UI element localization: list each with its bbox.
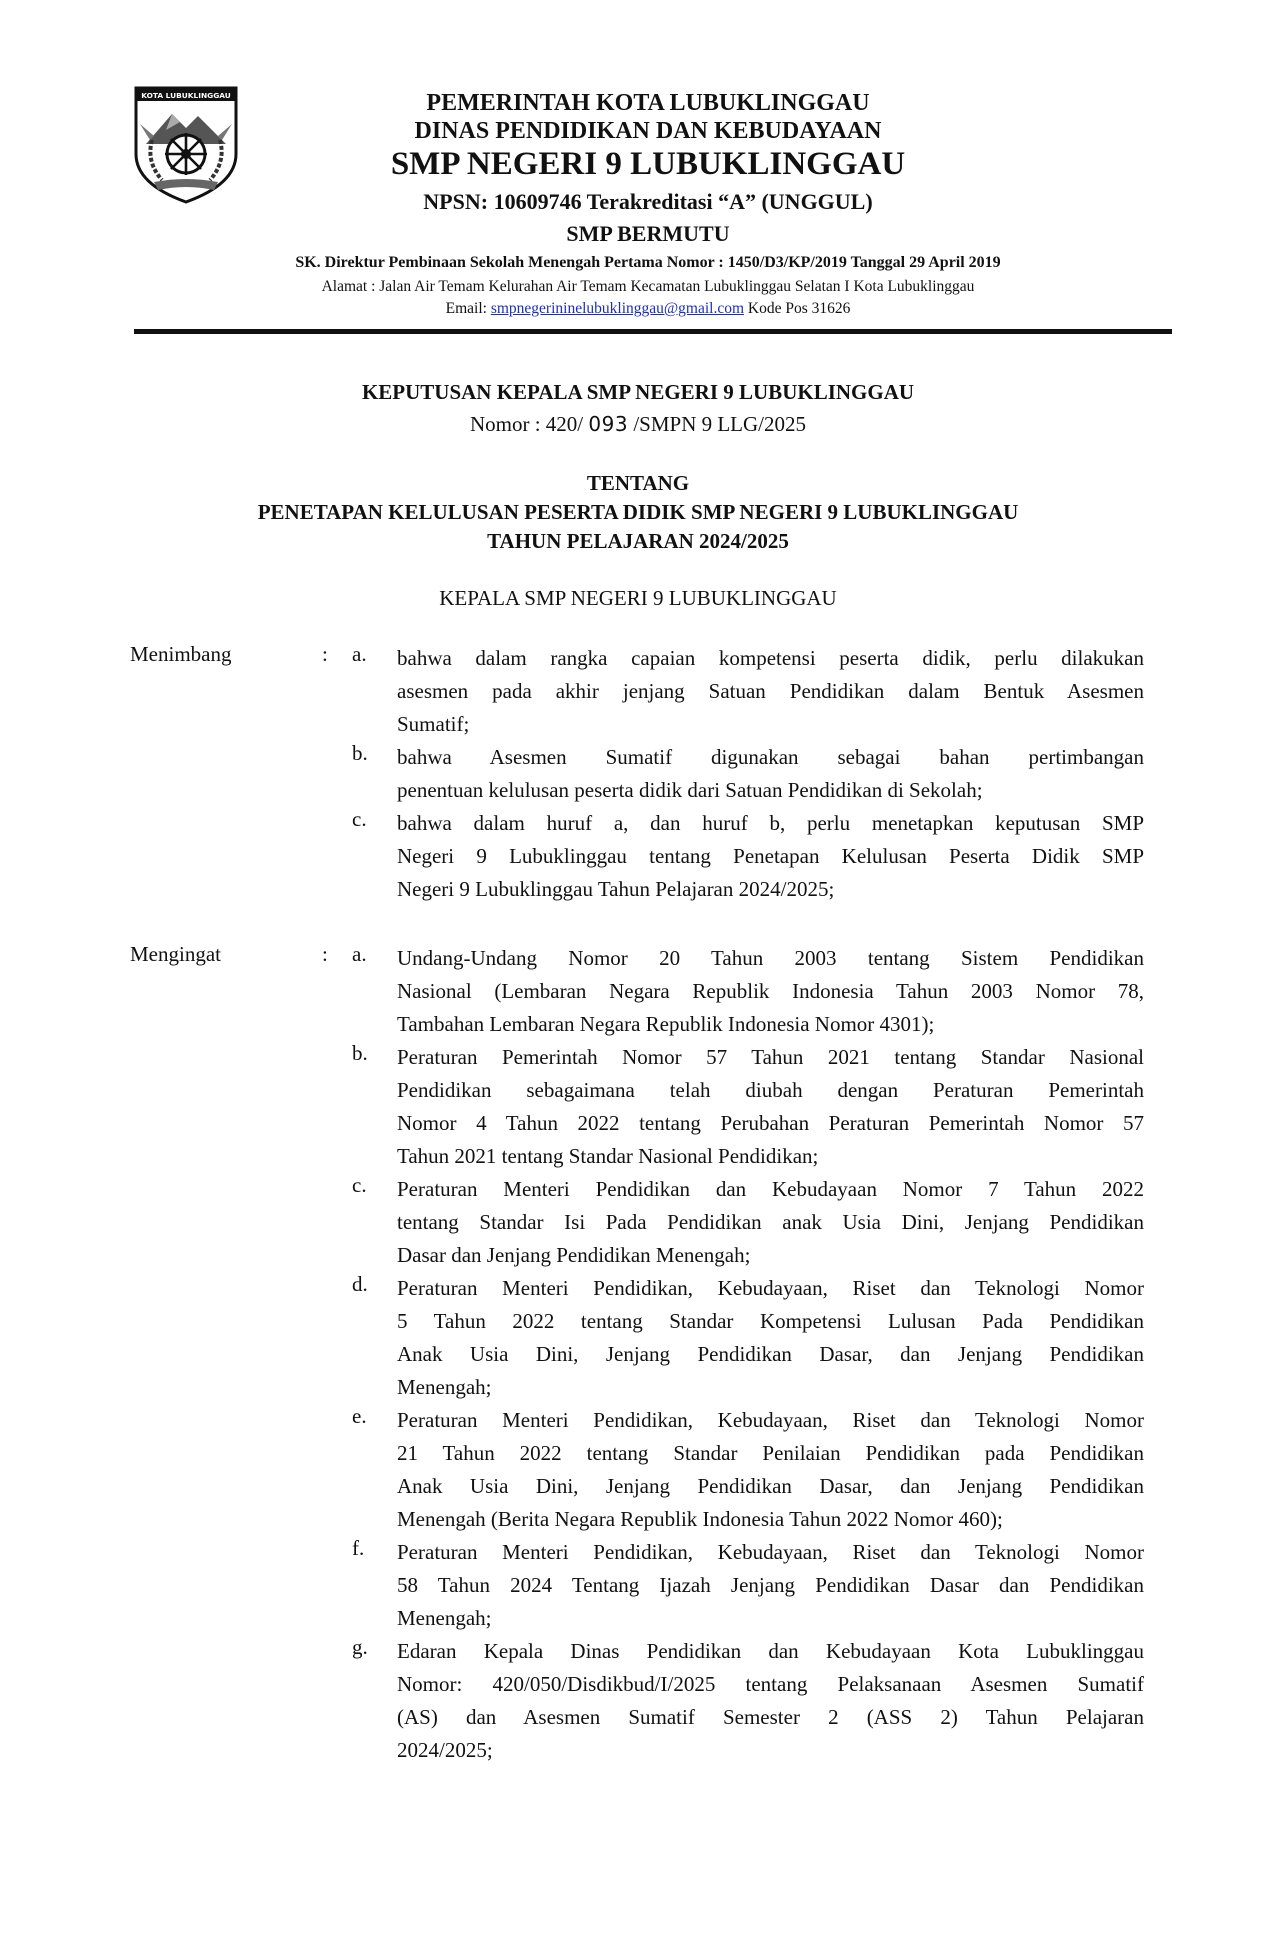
mengingat-e-text — [397, 1404, 1144, 1536]
school-name: SMP NEGERI 9 LUBUKLINGGAU — [390, 146, 906, 182]
email-link[interactable]: smpnegerininelubuklinggau@gmail.com — [490, 300, 745, 317]
letterhead-divider — [134, 329, 1172, 334]
text-line: Negeri 9 Lubuklinggau tentang Penetapan Kelulusan Peserta Didik SMP — [397, 844, 1144, 868]
text-line: Peraturan Pemerintah Nomor 57 Tahun 2021 tentang Standar Nasional — [397, 1045, 1144, 1069]
text-line: bahwa Asesmen Sumatif digunakan sebagai bahan pertimbangan — [397, 745, 1144, 769]
text-line: Anak Usia Dini, Jenjang Pendidikan Dasar, dan Jenjang Pendidikan — [397, 1342, 1144, 1366]
decree-subject-line1: PENETAPAN KELULUSAN PESERTA DIDIK SMP NEGERI 9 LUBUKLINGGAU — [257, 500, 1019, 524]
text-line: Peraturan Menteri Pendidikan, Kebudayaan, Riset dan Teknologi Nomor — [397, 1276, 1144, 1300]
text-line: Nomor 4 Tahun 2022 tentang Perubahan Peraturan Pemerintah Nomor 57 — [397, 1111, 1144, 1135]
text-line: Peraturan Menteri Pendidikan dan Kebudayaan Nomor 7 Tahun 2022 — [397, 1177, 1144, 1201]
text-line: Tambahan Lembaran Negara Republik Indonesia Nomor 4301); — [397, 1012, 935, 1036]
decree-title: KEPUTUSAN KEPALA SMP NEGERI 9 LUBUKLINGGAU — [361, 380, 915, 404]
mengingat-g-letter: g. — [352, 1635, 368, 1659]
mengingat-f-letter: f. — [352, 1536, 365, 1560]
decree-number-suffix: /SMPN 9 LLG/2025 — [628, 412, 807, 436]
text-line: bahwa dalam huruf a, dan huruf b, perlu menetapkan keputusan SMP — [397, 811, 1144, 835]
menimbang-a-text — [397, 642, 1144, 741]
text-line: Menengah; — [397, 1375, 492, 1399]
menimbang-colon: : — [322, 642, 328, 666]
menimbang-label: Menimbang — [130, 642, 232, 666]
city-emblem-icon — [132, 84, 240, 206]
mengingat-f-text — [397, 1536, 1144, 1635]
about-heading: TENTANG — [586, 471, 690, 495]
postal-code: Kode Pos 31626 — [744, 300, 851, 317]
menimbang-a-letter: a. — [352, 642, 367, 666]
npsn-accreditation: NPSN: 10609746 Terakreditasi “A” (UNGGUL) — [423, 189, 873, 214]
text-line: Menengah; — [397, 1606, 492, 1630]
school-program: SMP BERMUTU — [566, 221, 730, 246]
decree-subject-line2: TAHUN PELAJARAN 2024/2025 — [487, 529, 789, 553]
text-line: Nasional (Lembaran Negara Republik Indonesia Tahun 2003 Nomor 78, — [397, 979, 1144, 1003]
menimbang-c-text — [397, 807, 1144, 906]
mengingat-b-text — [397, 1041, 1144, 1173]
text-line: 2024/2025; — [397, 1738, 493, 1762]
mengingat-a-letter: a. — [352, 942, 367, 966]
text-line: (AS) dan Asesmen Sumatif Semester 2 (ASS 2) Tahun Pelajaran — [397, 1705, 1144, 1729]
mengingat-colon: : — [322, 942, 328, 966]
text-line: Negeri 9 Lubuklinggau Tahun Pelajaran 2024/2025; — [397, 877, 835, 901]
text-line: Pendidikan sebagaimana telah diubah dengan Peraturan Pemerintah — [397, 1078, 1144, 1102]
menimbang-c-letter: c. — [352, 807, 367, 831]
text-line: Menengah (Berita Negara Republik Indonesia Tahun 2022 Nomor 460); — [397, 1507, 1003, 1531]
text-line: Peraturan Menteri Pendidikan, Kebudayaan, Riset dan Teknologi Nomor — [397, 1408, 1144, 1432]
mengingat-b-letter: b. — [352, 1041, 368, 1065]
contact-line — [230, 300, 1066, 318]
text-line: Dasar dan Jenjang Pendidikan Menengah; — [397, 1243, 751, 1267]
text-line: asesmen pada akhir jenjang Satuan Pendidikan dalam Bentuk Asesmen — [397, 679, 1144, 703]
logo-label: KOTA LUBUKLINGGAU — [141, 91, 231, 100]
text-line: bahwa dalam rangka capaian kompetensi peserta didik, perlu dilakukan — [397, 646, 1144, 670]
mengingat-a-text — [397, 942, 1144, 1041]
text-line: tentang Standar Isi Pada Pendidikan anak Usia Dini, Jenjang Pendidikan — [397, 1210, 1144, 1234]
text-line: 5 Tahun 2022 tentang Standar Kompetensi Lulusan Pada Pendidikan — [397, 1309, 1144, 1333]
text-line: Anak Usia Dini, Jenjang Pendidikan Dasar, dan Jenjang Pendidikan — [397, 1474, 1144, 1498]
text-line: 21 Tahun 2022 tentang Standar Penilaian Pendidikan pada Pendidikan — [397, 1441, 1144, 1465]
text-line: Tahun 2021 tentang Standar Nasional Pendidikan; — [397, 1144, 819, 1168]
text-line: Sumatif; — [397, 712, 470, 736]
school-address: Alamat : Jalan Air Temam Kelurahan Air Temam Kecamatan Lubuklinggau Selatan I Kota Lubuklinggau — [321, 278, 975, 295]
decree-number-prefix: Nomor : 420/ — [469, 412, 589, 436]
menimbang-b-text — [397, 741, 1144, 807]
issuer-heading: KEPALA SMP NEGERI 9 LUBUKLINGGAU — [439, 586, 837, 610]
government-name: PEMERINTAH KOTA LUBUKLINGGAU — [426, 90, 870, 116]
text-line: Nomor: 420/050/Disdikbud/I/2025 tentang Pelaksanaan Asesmen Sumatif — [397, 1672, 1144, 1696]
mengingat-label: Mengingat — [130, 942, 221, 966]
text-line: Peraturan Menteri Pendidikan, Kebudayaan, Riset dan Teknologi Nomor — [397, 1540, 1144, 1564]
mengingat-e-letter: e. — [352, 1404, 367, 1428]
mengingat-g-text — [397, 1635, 1144, 1767]
department-name: DINAS PENDIDIKAN DAN KEBUDAYAAN — [414, 118, 882, 144]
mengingat-c-text — [397, 1173, 1144, 1272]
text-line: penentuan kelulusan peserta didik dari Satuan Pendidikan di Sekolah; — [397, 778, 983, 802]
mengingat-d-text — [397, 1272, 1144, 1404]
email-prefix: Email: — [445, 300, 491, 317]
text-line: Edaran Kepala Dinas Pendidikan dan Kebudayaan Kota Lubuklinggau — [397, 1639, 1144, 1663]
decree-number-handwritten: 093 — [588, 412, 629, 436]
mengingat-c-letter: c. — [352, 1173, 367, 1197]
mengingat-d-letter: d. — [352, 1272, 368, 1296]
sk-decree-line: SK. Direktur Pembinaan Sekolah Menengah Pertama Nomor : 1450/D3/KP/2019 Tanggal 29 April 2019 — [295, 254, 1001, 271]
text-line: 58 Tahun 2024 Tentang Ijazah Jenjang Pendidikan Dasar dan Pendidikan — [397, 1573, 1144, 1597]
menimbang-b-letter: b. — [352, 741, 368, 765]
text-line: Undang-Undang Nomor 20 Tahun 2003 tentang Sistem Pendidikan — [397, 946, 1144, 970]
decree-number — [0, 412, 1276, 437]
